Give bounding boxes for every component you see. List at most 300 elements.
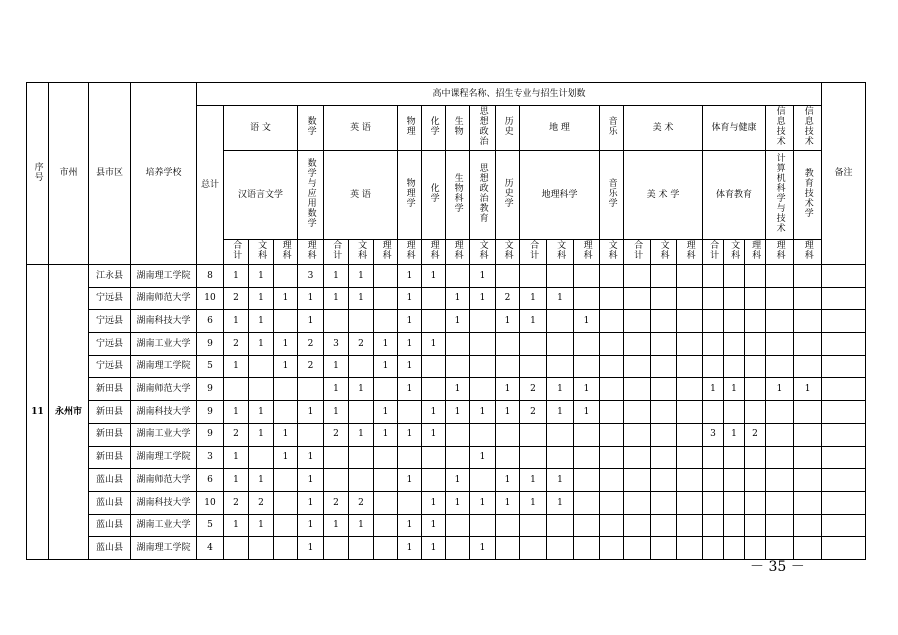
count-cell: 2 [349, 333, 374, 356]
count-cell: 1 [470, 401, 496, 424]
count-cell [703, 401, 724, 424]
course-header: 信息技术 [794, 106, 822, 151]
course-header: 语 文 [224, 106, 298, 151]
seq-header: 序号 [27, 83, 49, 265]
count-cell: 1 [422, 491, 446, 514]
count-cell [745, 491, 766, 514]
count-cell: 1 [547, 469, 574, 492]
count-cell [398, 446, 422, 469]
count-cell [249, 355, 274, 378]
count-cell [703, 355, 724, 378]
sub-header: 合计 [703, 240, 724, 265]
count-cell [520, 265, 547, 288]
count-cell [677, 491, 703, 514]
total-cell: 6 [197, 469, 224, 492]
count-cell [794, 355, 822, 378]
county-cell: 江永县 [89, 265, 131, 288]
sub-header: 合计 [520, 240, 547, 265]
sub-header: 理科 [422, 240, 446, 265]
count-cell: 1 [274, 333, 298, 356]
count-cell [374, 446, 398, 469]
count-cell [547, 446, 574, 469]
count-cell: 1 [446, 491, 470, 514]
county-cell: 蓝山县 [89, 537, 131, 560]
sub-header: 文科 [496, 240, 520, 265]
count-cell [794, 469, 822, 492]
table-row [27, 355, 866, 378]
sub-header: 理科 [745, 240, 766, 265]
count-cell [677, 401, 703, 424]
count-cell: 1 [422, 514, 446, 537]
count-cell [745, 355, 766, 378]
courses-title: 高中课程名称、招生专业与招生计划数 [197, 83, 822, 106]
major-header: 生物科学 [446, 151, 470, 240]
count-cell [703, 310, 724, 333]
count-cell: 1 [470, 446, 496, 469]
count-cell [446, 423, 470, 446]
count-cell [349, 310, 374, 333]
count-cell: 1 [324, 355, 349, 378]
count-cell [520, 514, 547, 537]
county-cell: 蓝山县 [89, 514, 131, 537]
count-cell [745, 469, 766, 492]
count-cell [766, 469, 794, 492]
count-cell: 1 [794, 378, 822, 401]
table-row [27, 333, 866, 356]
count-cell: 1 [470, 491, 496, 514]
count-cell [422, 355, 446, 378]
count-cell [470, 378, 496, 401]
count-cell: 1 [496, 401, 520, 424]
count-cell [766, 310, 794, 333]
table-row [27, 287, 866, 310]
count-cell: 1 [298, 469, 324, 492]
count-cell [422, 378, 446, 401]
count-cell: 1 [324, 265, 349, 288]
county-cell: 宁远县 [89, 333, 131, 356]
count-cell [600, 423, 624, 446]
count-cell [446, 333, 470, 356]
count-cell: 2 [520, 401, 547, 424]
count-cell [677, 446, 703, 469]
sub-header: 理科 [677, 240, 703, 265]
count-cell: 2 [324, 491, 349, 514]
count-cell: 1 [398, 287, 422, 310]
school-cell: 湖南理工学院 [131, 537, 197, 560]
count-cell [677, 265, 703, 288]
county-cell: 新田县 [89, 401, 131, 424]
count-cell: 1 [274, 355, 298, 378]
table-row [27, 401, 866, 424]
count-cell: 1 [224, 401, 249, 424]
course-header: 地 理 [520, 106, 600, 151]
count-cell [446, 265, 470, 288]
count-cell [324, 537, 349, 560]
count-cell [496, 514, 520, 537]
sub-header: 合计 [624, 240, 651, 265]
county-cell: 新田县 [89, 378, 131, 401]
count-cell [766, 446, 794, 469]
count-cell [600, 491, 624, 514]
remarks-header: 备注 [822, 83, 866, 265]
count-cell [470, 423, 496, 446]
count-cell: 1 [398, 423, 422, 446]
sub-header: 理科 [766, 240, 794, 265]
count-cell [298, 378, 324, 401]
count-cell [624, 537, 651, 560]
count-cell: 1 [374, 423, 398, 446]
major-header: 物理学 [398, 151, 422, 240]
table-row [27, 378, 866, 401]
count-cell [470, 469, 496, 492]
count-cell: 3 [703, 423, 724, 446]
sub-header: 理科 [374, 240, 398, 265]
count-cell [574, 265, 600, 288]
count-cell [794, 491, 822, 514]
count-cell [624, 355, 651, 378]
count-cell: 1 [349, 423, 374, 446]
count-cell [794, 514, 822, 537]
count-cell: 1 [470, 537, 496, 560]
count-cell [224, 378, 249, 401]
count-cell [651, 265, 677, 288]
county-cell: 新田县 [89, 446, 131, 469]
count-cell: 2 [249, 491, 274, 514]
count-cell [651, 537, 677, 560]
sub-header: 文科 [349, 240, 374, 265]
count-cell [624, 333, 651, 356]
count-cell [574, 287, 600, 310]
remarks-cell [822, 333, 866, 356]
course-header: 思想政治 [470, 106, 496, 151]
count-cell [547, 537, 574, 560]
count-cell [249, 378, 274, 401]
count-cell [651, 514, 677, 537]
remarks-cell [822, 401, 866, 424]
count-cell [651, 310, 677, 333]
count-cell [422, 310, 446, 333]
count-cell: 2 [324, 423, 349, 446]
count-cell [745, 401, 766, 424]
course-header: 美 术 [624, 106, 703, 151]
count-cell [520, 355, 547, 378]
count-cell: 1 [496, 378, 520, 401]
count-cell [574, 446, 600, 469]
count-cell [422, 469, 446, 492]
count-cell [374, 287, 398, 310]
count-cell [274, 537, 298, 560]
count-cell [574, 491, 600, 514]
count-cell [446, 355, 470, 378]
count-cell [547, 310, 574, 333]
count-cell: 1 [766, 378, 794, 401]
count-cell [422, 446, 446, 469]
count-cell [794, 265, 822, 288]
course-header: 历史 [496, 106, 520, 151]
major-header: 英 语 [324, 151, 398, 240]
count-cell: 1 [298, 491, 324, 514]
count-cell [766, 287, 794, 310]
count-cell: 1 [574, 310, 600, 333]
count-cell: 2 [298, 355, 324, 378]
count-cell [324, 310, 349, 333]
count-cell [703, 287, 724, 310]
count-cell: 1 [470, 265, 496, 288]
count-cell [600, 469, 624, 492]
count-cell [624, 310, 651, 333]
remarks-cell [822, 446, 866, 469]
count-cell [600, 401, 624, 424]
count-cell [496, 265, 520, 288]
total-cell: 6 [197, 310, 224, 333]
course-header: 体育与健康 [703, 106, 766, 151]
count-cell [496, 355, 520, 378]
count-cell: 2 [349, 491, 374, 514]
count-cell [651, 491, 677, 514]
count-cell [794, 287, 822, 310]
total-cell: 5 [197, 514, 224, 537]
group-city: 永州市 [49, 265, 89, 560]
count-cell [724, 265, 745, 288]
county-cell: 蓝山县 [89, 491, 131, 514]
count-cell [677, 287, 703, 310]
count-cell: 1 [249, 333, 274, 356]
count-cell [446, 446, 470, 469]
count-cell: 2 [224, 423, 249, 446]
table-row [27, 491, 866, 514]
count-cell: 2 [298, 333, 324, 356]
count-cell [600, 287, 624, 310]
count-cell [651, 446, 677, 469]
enrollment-plan-table [26, 82, 866, 560]
count-cell: 2 [496, 287, 520, 310]
count-cell [547, 265, 574, 288]
count-cell [274, 378, 298, 401]
count-cell [794, 333, 822, 356]
remarks-cell [822, 514, 866, 537]
count-cell: 1 [374, 333, 398, 356]
count-cell [249, 537, 274, 560]
count-cell [374, 469, 398, 492]
count-cell [496, 333, 520, 356]
remarks-cell [822, 491, 866, 514]
total-header: 总计 [197, 106, 224, 265]
total-cell: 3 [197, 446, 224, 469]
count-cell: 1 [298, 310, 324, 333]
total-cell: 9 [197, 401, 224, 424]
count-cell [724, 537, 745, 560]
count-cell: 3 [298, 265, 324, 288]
count-cell [547, 514, 574, 537]
count-cell [374, 265, 398, 288]
count-cell: 1 [374, 401, 398, 424]
count-cell [651, 423, 677, 446]
group-seq: 11 [27, 265, 49, 560]
count-cell [766, 355, 794, 378]
school-cell: 湖南科技大学 [131, 491, 197, 514]
count-cell: 1 [274, 446, 298, 469]
count-cell [703, 514, 724, 537]
count-cell: 1 [574, 378, 600, 401]
county-cell: 宁远县 [89, 287, 131, 310]
count-cell: 1 [724, 423, 745, 446]
table-row [27, 265, 866, 288]
count-cell [624, 446, 651, 469]
county-cell: 蓝山县 [89, 469, 131, 492]
count-cell [547, 333, 574, 356]
course-header: 信息技术 [766, 106, 794, 151]
count-cell [745, 378, 766, 401]
sub-header: 文科 [651, 240, 677, 265]
count-cell [651, 469, 677, 492]
course-header: 英 语 [324, 106, 398, 151]
count-cell [766, 401, 794, 424]
major-header: 数学与应用数学 [298, 151, 324, 240]
count-cell: 1 [298, 514, 324, 537]
count-cell [677, 514, 703, 537]
count-cell [547, 355, 574, 378]
sub-header: 合计 [224, 240, 249, 265]
count-cell: 2 [224, 491, 249, 514]
major-header: 音乐学 [600, 151, 624, 240]
total-cell: 8 [197, 265, 224, 288]
count-cell [766, 423, 794, 446]
count-cell [724, 355, 745, 378]
count-cell [496, 423, 520, 446]
major-header: 思想政治教育 [470, 151, 496, 240]
count-cell [745, 287, 766, 310]
count-cell [651, 378, 677, 401]
total-cell: 9 [197, 423, 224, 446]
count-cell: 1 [574, 401, 600, 424]
table-row [27, 537, 866, 560]
school-cell: 湖南理工学院 [131, 446, 197, 469]
count-cell: 1 [496, 310, 520, 333]
total-cell: 9 [197, 333, 224, 356]
count-cell [624, 514, 651, 537]
count-cell [677, 378, 703, 401]
count-cell [677, 355, 703, 378]
count-cell [574, 423, 600, 446]
count-cell [651, 355, 677, 378]
city-header: 市州 [49, 83, 89, 265]
remarks-cell [822, 378, 866, 401]
total-cell: 9 [197, 378, 224, 401]
major-header: 历史学 [496, 151, 520, 240]
count-cell [324, 446, 349, 469]
count-cell: 1 [349, 514, 374, 537]
count-cell [624, 287, 651, 310]
count-cell [574, 333, 600, 356]
count-cell: 1 [446, 310, 470, 333]
count-cell: 1 [374, 355, 398, 378]
count-cell [703, 333, 724, 356]
count-cell: 1 [422, 401, 446, 424]
remarks-cell [822, 355, 866, 378]
count-cell [374, 310, 398, 333]
count-cell [745, 446, 766, 469]
count-cell: 1 [249, 265, 274, 288]
school-cell: 湖南科技大学 [131, 401, 197, 424]
count-cell [651, 401, 677, 424]
count-cell: 2 [520, 378, 547, 401]
major-header: 汉语言文学 [224, 151, 298, 240]
count-cell: 1 [547, 491, 574, 514]
count-cell [600, 265, 624, 288]
school-cell: 湖南师范大学 [131, 469, 197, 492]
count-cell [600, 378, 624, 401]
course-header: 音乐 [600, 106, 624, 151]
count-cell: 1 [520, 491, 547, 514]
course-header: 数学 [298, 106, 324, 151]
count-cell [324, 469, 349, 492]
count-cell [374, 378, 398, 401]
count-cell: 1 [398, 378, 422, 401]
count-cell [274, 469, 298, 492]
major-header: 计算机科学与技术 [766, 151, 794, 240]
total-cell: 10 [197, 491, 224, 514]
page-number: － 35 － [750, 559, 805, 575]
count-cell: 1 [249, 469, 274, 492]
count-cell [600, 537, 624, 560]
count-cell [446, 537, 470, 560]
school-cell: 湖南理工学院 [131, 265, 197, 288]
count-cell [600, 355, 624, 378]
count-cell: 1 [224, 310, 249, 333]
count-cell [374, 537, 398, 560]
sub-header: 文科 [547, 240, 574, 265]
count-cell [349, 401, 374, 424]
count-cell: 1 [398, 355, 422, 378]
count-cell: 1 [547, 401, 574, 424]
count-cell: 1 [446, 378, 470, 401]
count-cell [600, 446, 624, 469]
count-cell [349, 355, 374, 378]
count-cell [724, 514, 745, 537]
school-cell: 湖南师范大学 [131, 287, 197, 310]
count-cell: 1 [520, 287, 547, 310]
remarks-cell [822, 423, 866, 446]
count-cell: 1 [224, 446, 249, 469]
count-cell [398, 491, 422, 514]
course-header: 生物 [446, 106, 470, 151]
count-cell [349, 469, 374, 492]
count-cell [794, 401, 822, 424]
count-cell: 1 [496, 491, 520, 514]
count-cell: 1 [470, 287, 496, 310]
count-cell [703, 537, 724, 560]
count-cell [766, 265, 794, 288]
count-cell: 1 [224, 265, 249, 288]
count-cell [745, 310, 766, 333]
count-cell [274, 514, 298, 537]
count-cell [470, 333, 496, 356]
count-cell: 1 [547, 287, 574, 310]
count-cell: 3 [324, 333, 349, 356]
remarks-cell [822, 537, 866, 560]
count-cell: 2 [745, 423, 766, 446]
count-cell [470, 514, 496, 537]
remarks-cell [822, 287, 866, 310]
count-cell [574, 537, 600, 560]
count-cell [794, 446, 822, 469]
count-cell: 1 [249, 514, 274, 537]
sub-header: 理科 [574, 240, 600, 265]
count-cell [724, 333, 745, 356]
count-cell [724, 310, 745, 333]
count-cell [794, 423, 822, 446]
sub-header: 理科 [274, 240, 298, 265]
